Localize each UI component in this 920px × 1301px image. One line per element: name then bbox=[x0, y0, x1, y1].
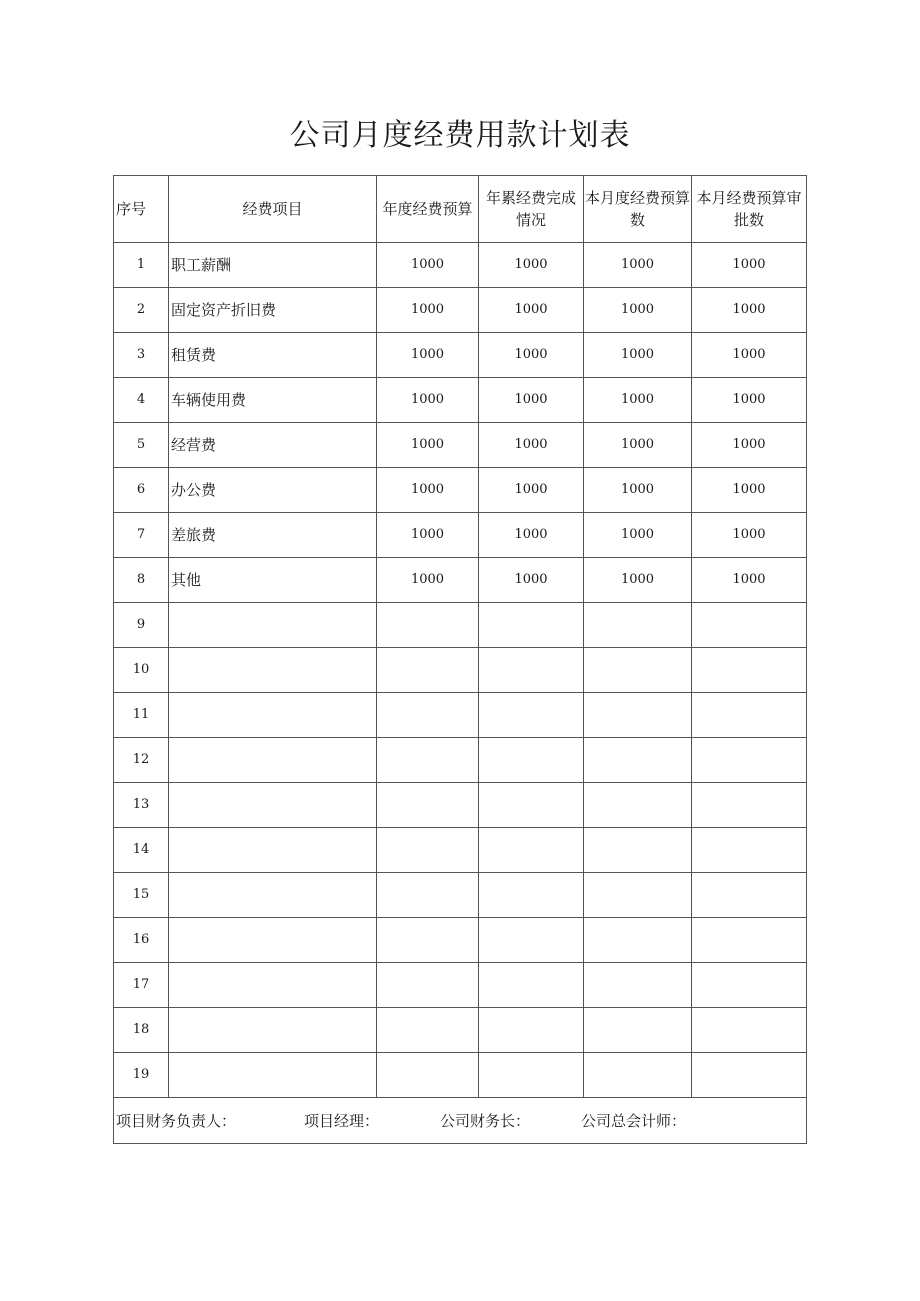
table-row bbox=[114, 693, 807, 738]
header-annual-cumulative: 年累经费完成情况 bbox=[479, 176, 584, 243]
row-number: 8 bbox=[114, 558, 169, 603]
table-row bbox=[114, 963, 807, 1008]
row-monthly-approved bbox=[692, 693, 807, 738]
row-item bbox=[169, 603, 377, 648]
signature-finance-director: 公司财务长： bbox=[440, 1111, 531, 1130]
row-number: 17 bbox=[114, 963, 169, 1008]
row-annual-cumulative bbox=[479, 693, 584, 738]
row-annual-budget: 1000 bbox=[377, 558, 479, 603]
row-annual-cumulative bbox=[479, 873, 584, 918]
row-monthly-budget: 1000 bbox=[584, 378, 692, 423]
row-annual-budget bbox=[377, 1008, 479, 1053]
row-monthly-budget: 1000 bbox=[584, 468, 692, 513]
budget-plan-table bbox=[113, 175, 807, 1144]
row-item bbox=[169, 783, 377, 828]
row-monthly-budget: 1000 bbox=[584, 333, 692, 378]
row-monthly-budget bbox=[584, 603, 692, 648]
row-number: 1 bbox=[114, 243, 169, 288]
row-annual-budget: 1000 bbox=[377, 288, 479, 333]
row-number: 7 bbox=[114, 513, 169, 558]
row-annual-cumulative bbox=[479, 783, 584, 828]
table-row bbox=[114, 468, 807, 513]
row-number: 5 bbox=[114, 423, 169, 468]
table-row bbox=[114, 873, 807, 918]
row-annual-budget bbox=[377, 873, 479, 918]
row-annual-cumulative bbox=[479, 1053, 584, 1098]
row-item: 其他 bbox=[169, 558, 377, 603]
table-row bbox=[114, 648, 807, 693]
row-annual-budget bbox=[377, 1053, 479, 1098]
row-item bbox=[169, 828, 377, 873]
table-row bbox=[114, 513, 807, 558]
header-monthly-approved: 本月经费预算审批数 bbox=[692, 176, 807, 243]
table-row bbox=[114, 828, 807, 873]
row-monthly-budget: 1000 bbox=[584, 423, 692, 468]
row-item: 经营费 bbox=[169, 423, 377, 468]
row-monthly-approved: 1000 bbox=[692, 468, 807, 513]
row-item bbox=[169, 873, 377, 918]
row-monthly-approved: 1000 bbox=[692, 333, 807, 378]
row-number: 9 bbox=[114, 603, 169, 648]
row-number: 6 bbox=[114, 468, 169, 513]
row-monthly-budget bbox=[584, 738, 692, 783]
row-annual-budget bbox=[377, 693, 479, 738]
row-monthly-approved: 1000 bbox=[692, 423, 807, 468]
row-item bbox=[169, 963, 377, 1008]
row-annual-cumulative bbox=[479, 603, 584, 648]
table-row bbox=[114, 333, 807, 378]
row-item: 租赁费 bbox=[169, 333, 377, 378]
row-number: 13 bbox=[114, 783, 169, 828]
row-monthly-approved bbox=[692, 828, 807, 873]
row-annual-budget bbox=[377, 828, 479, 873]
row-number: 2 bbox=[114, 288, 169, 333]
row-number: 14 bbox=[114, 828, 169, 873]
signature-project-finance-lead: 项目财务负责人： bbox=[116, 1111, 237, 1130]
row-annual-budget bbox=[377, 648, 479, 693]
row-number: 4 bbox=[114, 378, 169, 423]
table-row bbox=[114, 243, 807, 288]
table-row bbox=[114, 1008, 807, 1053]
row-annual-budget bbox=[377, 738, 479, 783]
row-number: 18 bbox=[114, 1008, 169, 1053]
row-monthly-budget bbox=[584, 648, 692, 693]
page-title: 公司月度经费用款计划表 bbox=[289, 118, 631, 153]
table-row bbox=[114, 738, 807, 783]
row-annual-cumulative: 1000 bbox=[479, 288, 584, 333]
signature-project-manager: 项目经理： bbox=[304, 1111, 380, 1130]
row-item bbox=[169, 648, 377, 693]
header-annual-budget: 年度经费预算 bbox=[377, 176, 479, 243]
row-monthly-budget bbox=[584, 918, 692, 963]
row-monthly-budget bbox=[584, 693, 692, 738]
row-annual-budget: 1000 bbox=[377, 513, 479, 558]
row-annual-cumulative bbox=[479, 1008, 584, 1053]
table-row bbox=[114, 558, 807, 603]
row-annual-budget: 1000 bbox=[377, 378, 479, 423]
row-item bbox=[169, 1053, 377, 1098]
row-item bbox=[169, 693, 377, 738]
row-monthly-approved bbox=[692, 918, 807, 963]
row-monthly-budget bbox=[584, 783, 692, 828]
table-row bbox=[114, 423, 807, 468]
row-annual-cumulative bbox=[479, 828, 584, 873]
row-monthly-budget bbox=[584, 1008, 692, 1053]
table-row bbox=[114, 918, 807, 963]
row-monthly-approved: 1000 bbox=[692, 513, 807, 558]
row-item: 车辆使用费 bbox=[169, 378, 377, 423]
table-body bbox=[114, 176, 807, 1144]
row-annual-cumulative: 1000 bbox=[479, 333, 584, 378]
row-annual-cumulative bbox=[479, 918, 584, 963]
row-annual-cumulative bbox=[479, 963, 584, 1008]
row-monthly-budget: 1000 bbox=[584, 288, 692, 333]
row-item bbox=[169, 1008, 377, 1053]
row-monthly-budget: 1000 bbox=[584, 513, 692, 558]
row-annual-budget: 1000 bbox=[377, 468, 479, 513]
table-row bbox=[114, 378, 807, 423]
row-annual-budget bbox=[377, 963, 479, 1008]
header-item: 经费项目 bbox=[169, 176, 377, 243]
row-annual-cumulative: 1000 bbox=[479, 558, 584, 603]
row-annual-cumulative bbox=[479, 648, 584, 693]
signature-chief-accountant: 公司总会计师： bbox=[581, 1111, 687, 1130]
row-item bbox=[169, 918, 377, 963]
row-annual-budget: 1000 bbox=[377, 243, 479, 288]
row-number: 16 bbox=[114, 918, 169, 963]
signature-cell bbox=[114, 1098, 807, 1144]
row-annual-budget bbox=[377, 783, 479, 828]
table-row bbox=[114, 783, 807, 828]
row-annual-budget: 1000 bbox=[377, 423, 479, 468]
row-number: 10 bbox=[114, 648, 169, 693]
row-item: 固定资产折旧费 bbox=[169, 288, 377, 333]
signature-row bbox=[114, 1098, 807, 1144]
table-row bbox=[114, 603, 807, 648]
row-annual-cumulative: 1000 bbox=[479, 513, 584, 558]
row-annual-cumulative bbox=[479, 738, 584, 783]
row-monthly-approved bbox=[692, 603, 807, 648]
row-monthly-approved: 1000 bbox=[692, 378, 807, 423]
row-annual-budget bbox=[377, 918, 479, 963]
header-seq: 序号 bbox=[114, 176, 169, 243]
header-monthly-budget: 本月度经费预算数 bbox=[584, 176, 692, 243]
row-monthly-approved bbox=[692, 1008, 807, 1053]
row-monthly-approved: 1000 bbox=[692, 243, 807, 288]
row-item: 办公费 bbox=[169, 468, 377, 513]
row-monthly-approved bbox=[692, 783, 807, 828]
row-monthly-approved bbox=[692, 873, 807, 918]
row-monthly-budget: 1000 bbox=[584, 558, 692, 603]
table-row bbox=[114, 1053, 807, 1098]
row-annual-budget bbox=[377, 603, 479, 648]
row-monthly-approved: 1000 bbox=[692, 558, 807, 603]
row-monthly-approved bbox=[692, 738, 807, 783]
row-item bbox=[169, 738, 377, 783]
row-monthly-approved bbox=[692, 648, 807, 693]
row-annual-cumulative: 1000 bbox=[479, 243, 584, 288]
row-monthly-approved bbox=[692, 963, 807, 1008]
table-row bbox=[114, 288, 807, 333]
row-annual-cumulative: 1000 bbox=[479, 378, 584, 423]
row-number: 12 bbox=[114, 738, 169, 783]
row-annual-cumulative: 1000 bbox=[479, 468, 584, 513]
row-monthly-budget bbox=[584, 1053, 692, 1098]
row-number: 15 bbox=[114, 873, 169, 918]
table-header-row bbox=[114, 176, 807, 243]
row-monthly-approved bbox=[692, 1053, 807, 1098]
row-monthly-budget bbox=[584, 828, 692, 873]
row-number: 11 bbox=[114, 693, 169, 738]
row-number: 19 bbox=[114, 1053, 169, 1098]
row-monthly-budget bbox=[584, 873, 692, 918]
row-monthly-budget: 1000 bbox=[584, 243, 692, 288]
row-monthly-approved: 1000 bbox=[692, 288, 807, 333]
row-monthly-budget bbox=[584, 963, 692, 1008]
row-item: 差旅费 bbox=[169, 513, 377, 558]
row-annual-budget: 1000 bbox=[377, 333, 479, 378]
row-item: 职工薪酬 bbox=[169, 243, 377, 288]
row-number: 3 bbox=[114, 333, 169, 378]
row-annual-cumulative: 1000 bbox=[479, 423, 584, 468]
